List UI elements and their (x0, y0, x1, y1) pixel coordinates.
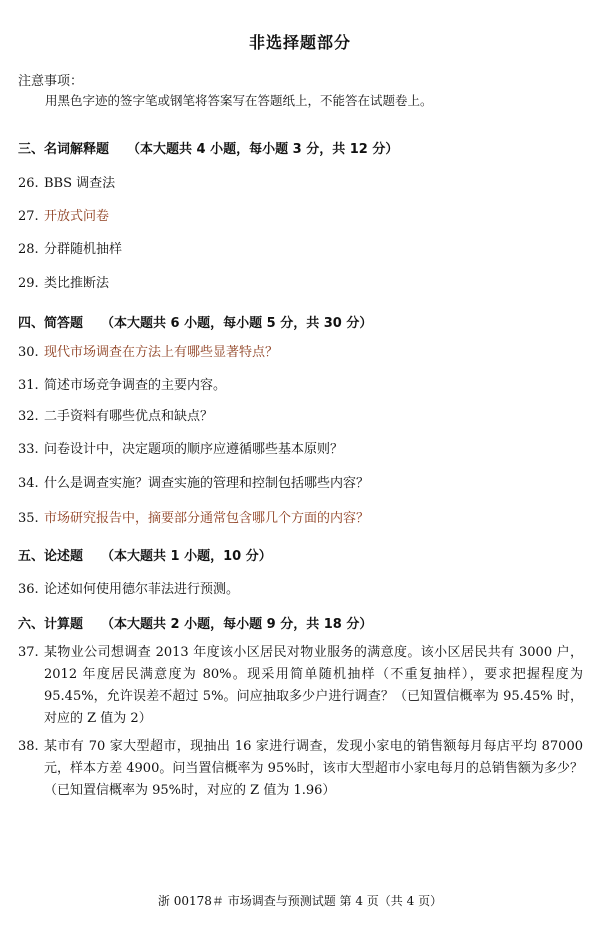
question-number: 28. (18, 242, 39, 257)
section-title: 六、计算题 (18, 617, 84, 632)
question-text: 问卷设计中，决定题项的顺序应遵循哪些基本原则？ (44, 442, 344, 457)
notice-text: 用黑色字迹的签字笔或钢笔将答案写在答题纸上，不能答在试题卷上。 (45, 93, 433, 108)
section-note: （本大题共 6 小题，每小题 5 分，共 30 分） (101, 316, 373, 331)
question-number: 33. (18, 442, 39, 457)
question-26 (18, 172, 115, 191)
question-text: 论述如何使用德尔菲法进行预测。 (44, 582, 240, 597)
question-27 (18, 205, 109, 224)
page-footer: 浙 00178＃ 市场调查与预测试题 第 4 页（共 4 页） (157, 894, 443, 908)
question-33 (18, 438, 343, 457)
question-text: 某物业公司想调查 2013 年度该小区居民对物业服务的满意度。该小区居民共有 3000 户，2012 年度居民满意度为 80%。现采用简单随机抽样（不重复抽样），要求把握程度为 95.45%，允许误差不超过 5%。问应抽取多少户进行调查？（已知置信概率为 95.45% 时，对应的 Z 值为 2） (44, 645, 583, 726)
question-number: 38. (18, 739, 39, 754)
question-text: 二手资料有哪些优点和缺点？ (44, 409, 214, 424)
section-heading-3 (18, 138, 398, 157)
question-number: 37. (18, 645, 39, 660)
section-note: （本大题共 2 小题，每小题 9 分，共 18 分） (101, 617, 373, 632)
section-heading-5 (18, 545, 272, 564)
question-36 (18, 578, 239, 597)
question-text: 什么是调查实施？调查实施的管理和控制包括哪些内容？ (44, 476, 370, 491)
notice-heading: 注意事项： (18, 74, 84, 89)
question-text: 分群随机抽样 (44, 242, 123, 257)
question-number: 27. (18, 209, 39, 224)
question-38 (18, 736, 583, 802)
question-text: 类比推断法 (44, 276, 110, 291)
question-text: 市场研究报告中，摘要部分通常包含哪几个方面的内容？ (44, 511, 370, 526)
question-text: BBS 调查法 (44, 176, 116, 191)
question-37 (18, 642, 583, 730)
question-number: 36. (18, 582, 39, 597)
question-number: 32. (18, 409, 39, 424)
question-29 (18, 272, 109, 291)
question-number: 34. (18, 476, 39, 491)
question-text: 简述市场竞争调查的主要内容。 (44, 378, 227, 393)
section-title: 四、简答题 (18, 316, 84, 331)
section-title: 五、论述题 (18, 549, 84, 564)
question-text: 某市有 70 家大型超市，现抽出 16 家进行调查，发现小家电的销售额每月每店平均 87000 元，样本方差 4900。问当置信概率为 95%时，该市大型超市小家电每月的总销售额为多少？（已知置信概率为 95%时，对应的 Z 值为 1.96） (44, 739, 583, 798)
question-35 (18, 507, 369, 526)
section-note: （本大题共 1 小题，10 分） (101, 549, 272, 564)
section-heading-6 (18, 613, 372, 632)
question-number: 31. (18, 378, 39, 393)
question-number: 30. (18, 345, 39, 360)
section-title: 三、名词解释题 (18, 142, 110, 157)
question-30 (18, 341, 278, 360)
question-number: 29. (18, 276, 39, 291)
question-text: 开放式问卷 (44, 209, 110, 224)
question-number: 26. (18, 176, 39, 191)
question-31 (18, 374, 226, 393)
question-32 (18, 405, 213, 424)
section-heading-4 (18, 312, 372, 331)
question-number: 35. (18, 511, 39, 526)
question-34 (18, 472, 369, 491)
question-28 (18, 238, 122, 257)
question-text: 现代市场调查在方法上有哪些显著特点？ (44, 345, 279, 360)
page-title: 非选择题部分 (248, 33, 351, 52)
section-note: （本大题共 4 小题，每小题 3 分，共 12 分） (127, 142, 399, 157)
